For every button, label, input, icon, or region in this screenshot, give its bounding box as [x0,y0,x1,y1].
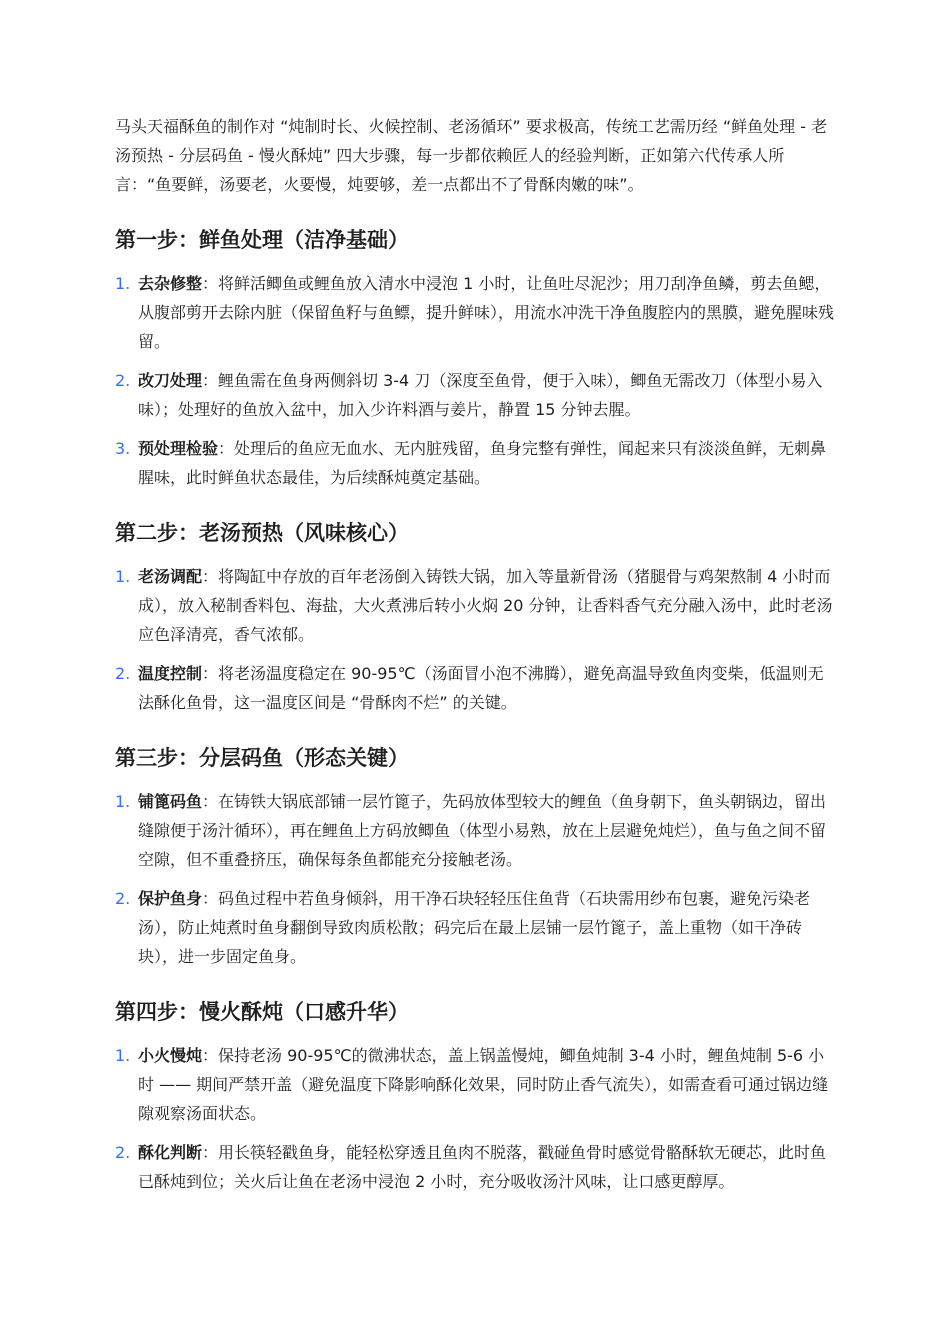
step-text: ：将鲜活鲫鱼或鲤鱼放入清水中浸泡 1 小时，让鱼吐尽泥沙；用刀刮净鱼鳞，剪去鱼鳃，从腹部剪开去除内脏（保留鱼籽与鱼鳔，提升鲜味），用流水冲洗干净鱼腹腔内的黑膜，避免腥味残留。 [138,274,835,351]
step-text: ：鲤鱼需在鱼身两侧斜切 3-4 刀（深度至鱼骨，便于入味），鲫鱼无需改刀（体型小易入味）；处理好的鱼放入盆中，加入少许料酒与姜片，静置 15 分钟去腥。 [138,371,823,419]
document-body [115,112,837,1196]
step-text: ：将陶缸中存放的百年老汤倒入铸铁大锅，加入等量新骨汤（猪腿骨与鸡架熬制 4 小时而成），放入秘制香料包、海盐，大火煮沸后转小火焖 20 分钟，让香料香气充分融入汤中，此时老汤应色泽清亮，香气浓郁。 [138,567,833,644]
list-number: 1. [115,567,131,586]
list-item [115,1041,837,1128]
list-item [115,434,837,492]
list-number: 2. [115,371,131,390]
list-item [115,1138,837,1196]
step-term: 温度控制 [138,664,203,683]
section-title-1: 第一步：鲜鱼处理（洁净基础） [115,228,409,252]
step-term: 老汤调配 [138,567,203,586]
intro-paragraph: 马头天福酥鱼的制作对 “炖制时长、火候控制、老汤循环” 要求极高，传统工艺需历经 “鲜鱼处理 - 老汤预热 - 分层码鱼 - 慢火酥炖” 四大步骤，每一步都依赖匠人的经验判断，正如第六代传承人所言：“鱼要鲜，汤要老，火要慢，炖要够，差一点都出不了骨酥肉嫩的味”。 [115,117,828,194]
section-1-list [115,269,837,492]
list-number: 2. [115,889,131,908]
step-text: ：处理后的鱼应无血水、无内脏残留，鱼身完整有弹性，闻起来只有淡淡鱼鲜，无刺鼻腥味，此时鲜鱼状态最佳，为后续酥炖奠定基础。 [138,439,827,487]
step-term: 酥化判断 [138,1143,203,1162]
list-number: 2. [115,1143,131,1162]
list-number: 1. [115,1046,131,1065]
section-4-list [115,1041,837,1196]
step-text: ：码鱼过程中若鱼身倾斜，用干净石块轻轻压住鱼背（石块需用纱布包裹，避免污染老汤），防止炖煮时鱼身翻倒导致肉质松散；码完后在最上层铺一层竹篦子，盖上重物（如干净砖块），进一步固定鱼身。 [138,889,811,966]
list-item [115,659,837,717]
step-term: 改刀处理 [138,371,203,390]
section-2-list [115,562,837,717]
list-item [115,366,837,424]
step-term: 铺篦码鱼 [138,792,203,811]
list-item [115,884,837,971]
step-text: ：将老汤温度稳定在 90-95℃（汤面冒小泡不沸腾），避免高温导致鱼肉变柴，低温则无法酥化鱼骨，这一温度区间是 “骨酥肉不烂” 的关键。 [138,664,824,712]
step-text: ：用长筷轻戳鱼身，能轻松穿透且鱼肉不脱落，戳碰鱼骨时感觉骨骼酥软无硬芯，此时鱼已酥炖到位；关火后让鱼在老汤中浸泡 2 小时，充分吸收汤汁风味，让口感更醇厚。 [138,1143,827,1191]
list-item [115,787,837,874]
step-text: ：在铸铁大锅底部铺一层竹篦子，先码放体型较大的鲤鱼（鱼身朝下，鱼头朝锅边，留出缝隙便于汤汁循环），再在鲤鱼上方码放鲫鱼（体型小易熟，放在上层避免炖烂），鱼与鱼之间不留空隙，但不重叠挤压，确保每条鱼都能充分接触老汤。 [138,792,827,869]
step-term: 去杂修整 [138,274,203,293]
list-number: 1. [115,792,131,811]
section-title-3: 第三步：分层码鱼（形态关键） [115,746,409,770]
list-number: 2. [115,664,131,683]
list-item [115,269,837,356]
step-term: 预处理检验 [138,439,219,458]
list-number: 1. [115,274,131,293]
step-term: 保护鱼身 [138,889,203,908]
list-number: 3. [115,439,131,458]
step-term: 小火慢炖 [138,1046,203,1065]
section-3-list [115,787,837,971]
list-item [115,562,837,649]
section-title-2: 第二步：老汤预热（风味核心） [115,521,409,545]
section-title-4: 第四步：慢火酥炖（口感升华） [115,1000,409,1024]
step-text: ：保持老汤 90-95℃的微沸状态，盖上锅盖慢炖，鲫鱼炖制 3-4 小时，鲤鱼炖制 5-6 小时 —— 期间严禁开盖（避免温度下降影响酥化效果，同时防止香气流失），如需查看可通过锅边缝隙观察汤面状态。 [138,1046,829,1123]
